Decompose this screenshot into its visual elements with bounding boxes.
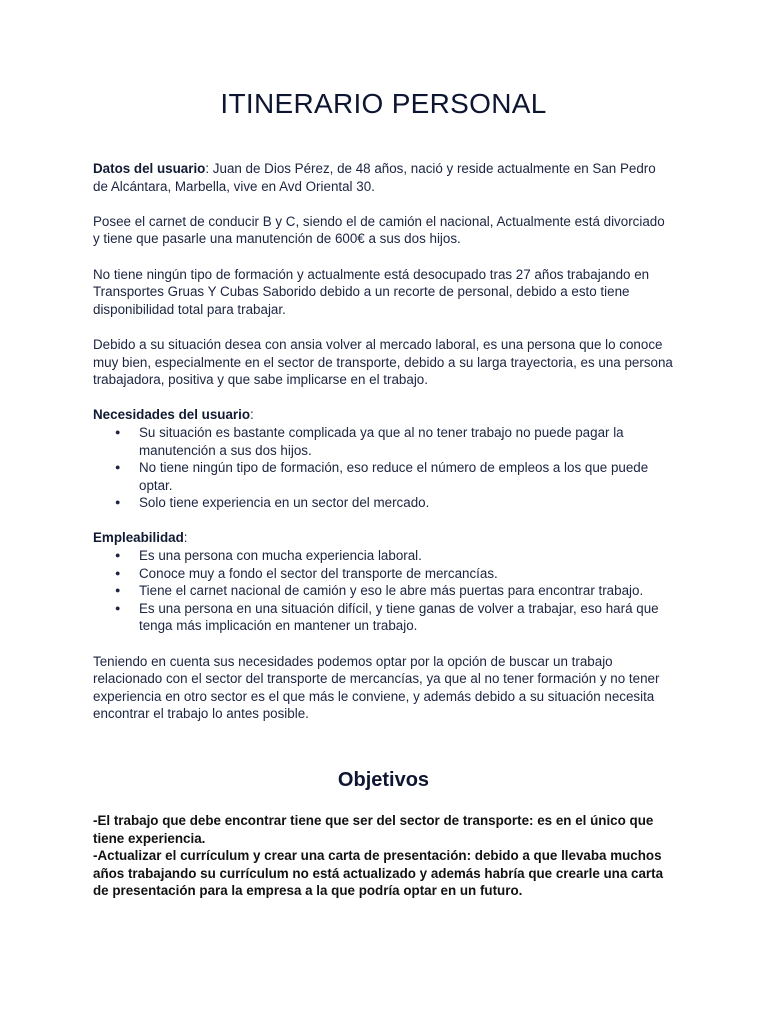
situation-paragraph: Debido a su situación desea con ansia volver al mercado laboral, es una persona que lo conoce muy bien, especialmente en el sector de transporte, debido a su larga trayectoria, es una persona trabajadora, positiva y que sabe implicarse en el trabajo. [93,336,673,388]
employability-list-item: ● Conoce muy a fondo el sector del transporte de mercancías. [139,565,674,583]
needs-list [93,424,674,512]
conclusion-paragraph: Teniendo en cuenta sus necesidades podemos optar por la opción de buscar un trabajo relacionado con el sector del transporte de mercancías, ya que al no tener formación y no tener experiencia en otro sector es el que más le conviene, y además debido a su situación necesita encontrar el trabajo lo antes posible. [93,653,660,722]
objectives-list [93,812,674,900]
user-data-label: Datos del usuario [93,161,206,176]
employability-list-item: ● Es una persona en una situación difícil, y tiene ganas de volver a trabajar, eso hará que tenga más implicación en mantener un trabajo. [139,600,674,635]
needs-label: Necesidades del usuario [93,407,251,423]
needs-colon: : [250,407,254,423]
needs-heading [93,406,674,424]
document-body [93,160,674,723]
employability-list-item: ● Tiene el carnet nacional de camión y eso le abre más puertas para encontrar trabajo. [139,582,674,600]
user-data-text: : Juan de Dios Pérez, de 48 años, nació y reside actualmente en San Pedro de Alcántara, Marbella, vive en Avd Oriental 30. [93,161,656,194]
training-paragraph: No tiene ningún tipo de formación y actualmente está desocupado tras 27 años trabajando en Transportes Gruas Y Cubas Saborido debido a un recorte de personal, debido a esto tiene disponibilidad total para trabajar. [93,266,650,317]
employability-colon: : [183,530,188,546]
employability-list [93,547,674,635]
user-data-paragraph [93,160,674,195]
needs-list-item: ● Su situación es bastante complicada ya que al no tener trabajo no puede pagar la manutención a sus dos hijos. [139,424,674,459]
needs-list-item: ● Solo tiene experiencia en un sector del mercado. [139,494,674,512]
employability-heading [93,529,674,547]
employability-list-item: ● Es una persona con mucha experiencia laboral. [139,547,674,565]
objectives-title: Objetivos [337,769,430,791]
license-paragraph: Posee el carnet de conducir B y C, siendo el de camión el nacional, Actualmente está divorciado y tiene que pasarle una manutención de 600€ a sus dos hijos. [93,213,665,247]
needs-list-item: ● No tiene ningún tipo de formación, eso reduce el número de empleos a los que puede optar. [139,459,674,494]
objective-item: -Actualizar el currículum y crear una carta de presentación: debido a que llevaba muchos años trabajando su currículum no está actualizado y además habría que crearle una carta de presentación para la empresa a la que podría optar en un futuro. [93,848,664,899]
employability-label: Empleabilidad [93,530,184,546]
objective-item: -El trabajo que debe encontrar tiene que ser del sector de transporte: es en el único que tiene experiencia. [93,813,654,846]
document-title: ITINERARIO PERSONAL [220,88,547,119]
